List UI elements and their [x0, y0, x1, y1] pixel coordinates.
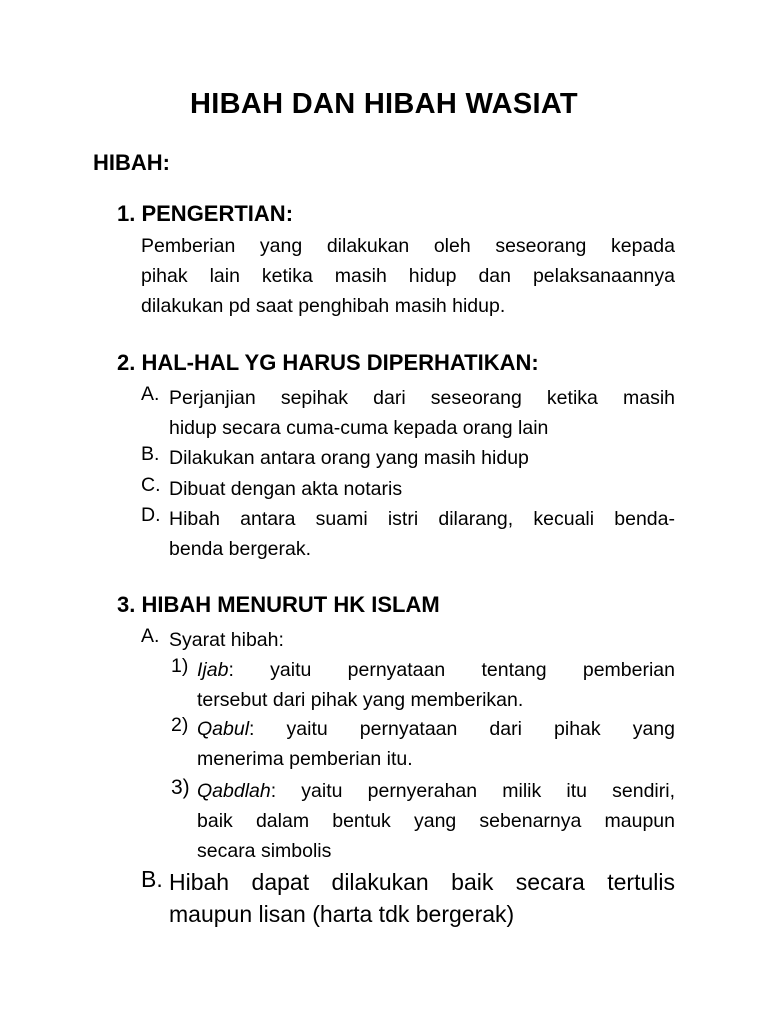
numbered-item-text	[197, 655, 675, 715]
numbered-item-line: Qabdlah: yaitu pernyerahan milik itu sendiri,	[197, 780, 675, 802]
numbered-item-line: secara simbolis	[197, 840, 332, 862]
term-qabdlah: Qabdlah	[197, 780, 271, 802]
list-item-text	[169, 474, 675, 504]
list-item-label: C.	[141, 474, 161, 496]
list-item-line: benda bergerak.	[169, 538, 312, 560]
syarat-hibah-label: Syarat hibah:	[169, 629, 284, 651]
list-item-text	[169, 383, 675, 443]
list-item-line: Perjanjian sepihak dari seseorang ketika masih	[169, 387, 675, 409]
numbered-item-line: menerima pemberian itu.	[197, 748, 413, 770]
numbered-item-line: baik dalam bentuk yang sebenarnya maupun	[197, 810, 675, 832]
list-item-text	[169, 443, 675, 473]
list-item-line: Dibuat dengan akta notaris	[169, 478, 403, 500]
section-heading-pengertian: 1. PENGERTIAN:	[117, 201, 294, 226]
numbered-item-text	[197, 776, 675, 866]
page-title: HIBAH DAN HIBAH WASIAT	[190, 88, 578, 120]
term-ijab: Ijab	[197, 659, 229, 681]
list-item-label: A.	[141, 383, 160, 405]
numbered-item-label: 1)	[171, 655, 189, 677]
hibah-form-text	[169, 866, 675, 930]
section-heading-hk-islam: 3. HIBAH MENURUT HK ISLAM	[117, 592, 440, 617]
numbered-item-text	[197, 714, 675, 774]
list-item-label: B.	[141, 866, 163, 892]
section-heading-hal-hal: 2. HAL-HAL YG HARUS DIPERHATIKAN:	[117, 350, 539, 375]
numbered-item-line: Ijab: yaitu pernyataan tentang pemberian	[197, 659, 675, 681]
list-item-label: B.	[141, 443, 160, 465]
list-item-line: hidup secara cuma-cuma kepada orang lain	[169, 417, 549, 439]
numbered-item-label: 2)	[171, 714, 189, 736]
term-qabul: Qabul	[197, 718, 250, 740]
numbered-item-line: tersebut dari pihak yang memberikan.	[197, 689, 524, 711]
list-item-label: A.	[141, 625, 160, 647]
paragraph-line: pihak lain ketika masih hidup dan pelaksanaannya	[141, 265, 675, 287]
list-item-line: Dilakukan antara orang yang masih hidup	[169, 447, 529, 469]
list-item-line: Hibah antara suami istri dilarang, kecuali benda-	[169, 508, 675, 530]
paragraph-line: Pemberian yang dilakukan oleh seseorang kepada	[141, 235, 675, 257]
numbered-item-label: 3)	[171, 776, 190, 799]
list-item-text	[169, 504, 675, 564]
pengertian-paragraph	[141, 231, 675, 321]
section-label-hibah: HIBAH:	[93, 150, 170, 175]
numbered-item-line: Qabul: yaitu pernyataan dari pihak yang	[197, 718, 675, 740]
list-item-label: D.	[141, 504, 161, 526]
paragraph-line: dilakukan pd saat penghibah masih hidup.	[141, 295, 506, 317]
list-item-line: maupun lisan (harta tdk bergerak)	[169, 901, 515, 927]
list-item-line: Hibah dapat dilakukan baik secara tertulis	[169, 869, 675, 895]
